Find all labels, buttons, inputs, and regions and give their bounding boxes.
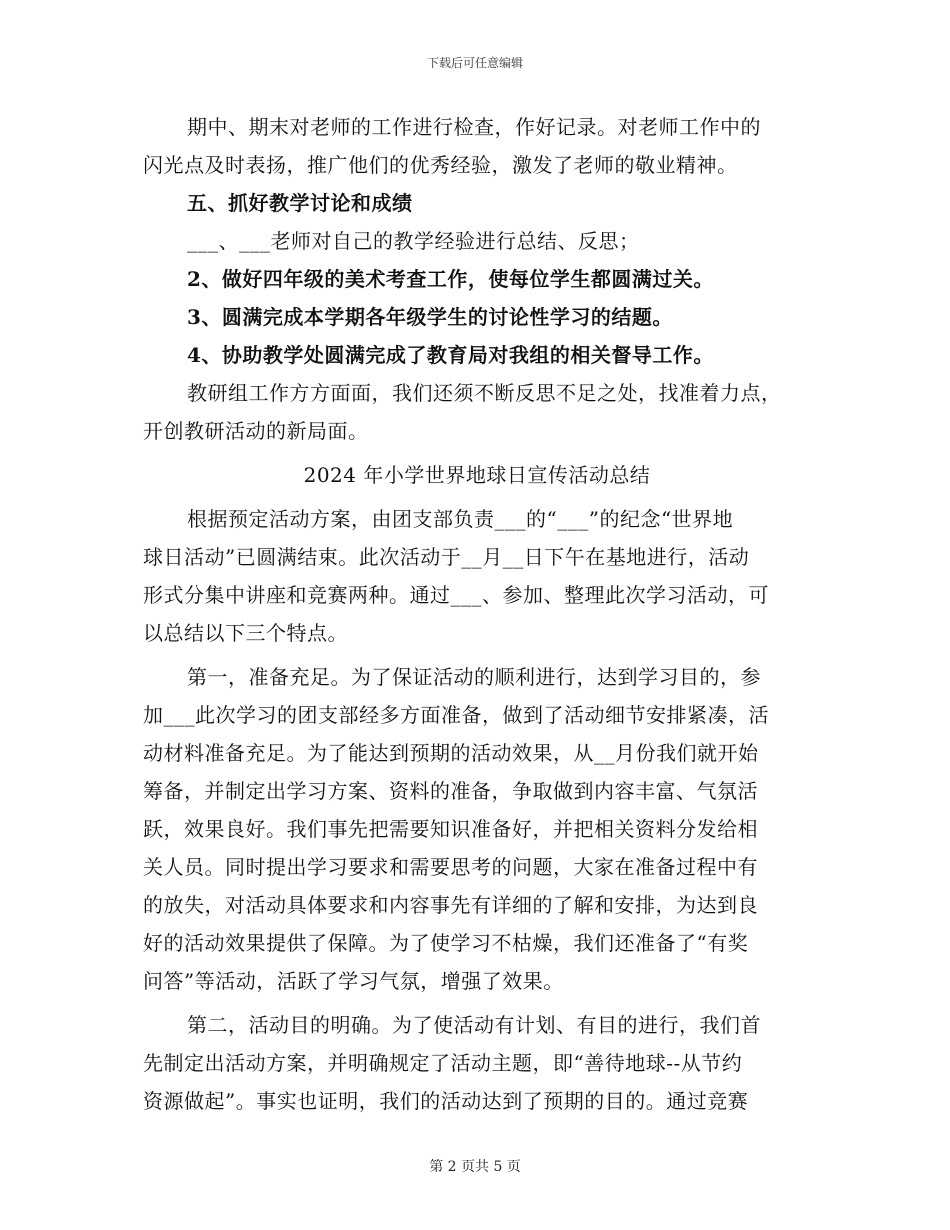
paragraph-line: 闪光点及时表扬，推广他们的优秀经验，激发了老师的敬业精神。 — [143, 153, 738, 177]
paragraph-line: 加___此次学习的团支部经多方面准备，做到了活动细节安排紧凑，活 — [143, 703, 769, 727]
paragraph-line: 开创教研活动的新局面。 — [143, 419, 369, 443]
paragraph-line: 筹备，并制定出学习方案、资料的准备，争取做到内容丰富、气氛活 — [143, 779, 758, 803]
paragraph-line: 以总结以下三个特点。 — [143, 621, 348, 645]
paragraph-line: 形式分集中讲座和竞赛两种。通过___、参加、整理此次学习活动，可 — [143, 583, 769, 607]
section-heading: 五、抓好教学讨论和成绩 — [187, 191, 413, 215]
page-header: 下载后可任意编辑 — [426, 56, 523, 70]
paragraph-line: 问答”等活动，活跃了学习气氛，增强了效果。 — [143, 969, 564, 993]
paragraph-line: 期中、期末对老师的工作进行检查，作好记录。对老师工作中的 — [187, 115, 761, 139]
paragraph-line: 第一，准备充足。为了保证活动的顺利进行，达到学习目的，参 — [187, 665, 761, 689]
paragraph-line: 好的活动效果提供了保障。为了使学习不枯燥，我们还准备了“有奖 — [143, 931, 749, 955]
paragraph-line: 关人员。同时提出学习要求和需要思考的问题，大家在准备过程中有 — [143, 855, 758, 879]
paragraph-line: 跃，效果良好。我们事先把需要知识准备好，并把相关资料分发给相 — [143, 817, 758, 841]
article-title: 2024 年小学世界地球日宣传活动总结 — [303, 463, 651, 487]
list-item: ___、___老师对自己的教学经验进行总结、反思； — [187, 229, 640, 253]
paragraph-line: 动材料准备充足。为了能达到预期的活动效果，从__月份我们就开始 — [143, 741, 759, 765]
paragraph-line: 教研组工作方方面面，我们还须不断反思不足之处，找准着力点， — [187, 381, 782, 405]
list-item: 2、做好四年级的美术考查工作，使每位学生都圆满过关。 — [187, 267, 714, 291]
paragraph-line: 资源做起”。事实也证明，我们的活动达到了预期的目的。通过竞赛 — [143, 1089, 749, 1113]
paragraph-line: 先制定出活动方案，并明确规定了活动主题，即“善待地球--从节约 — [143, 1051, 743, 1075]
list-item: 4、协助教学处圆满完成了教育局对我组的相关督导工作。 — [187, 343, 714, 367]
paragraph-line: 第二，活动目的明确。为了使活动有计划、有目的进行，我们首 — [187, 1013, 761, 1037]
paragraph-line: 根据预定活动方案，由团支部负责___的“___”的纪念“世界地 — [187, 507, 734, 531]
document-body — [143, 108, 811, 1120]
paragraph-line: 球日活动”已圆满结束。此次活动于__月__日下午在基地进行，活动 — [143, 545, 750, 569]
paragraph-line: 的放失，对活动具体要求和内容事先有详细的了解和安排，为达到良 — [143, 893, 758, 917]
list-item: 3、圆满完成本学期各年级学生的讨论性学习的结题。 — [187, 305, 673, 329]
page-footer: 第 2 页共 5 页 — [429, 1159, 521, 1175]
